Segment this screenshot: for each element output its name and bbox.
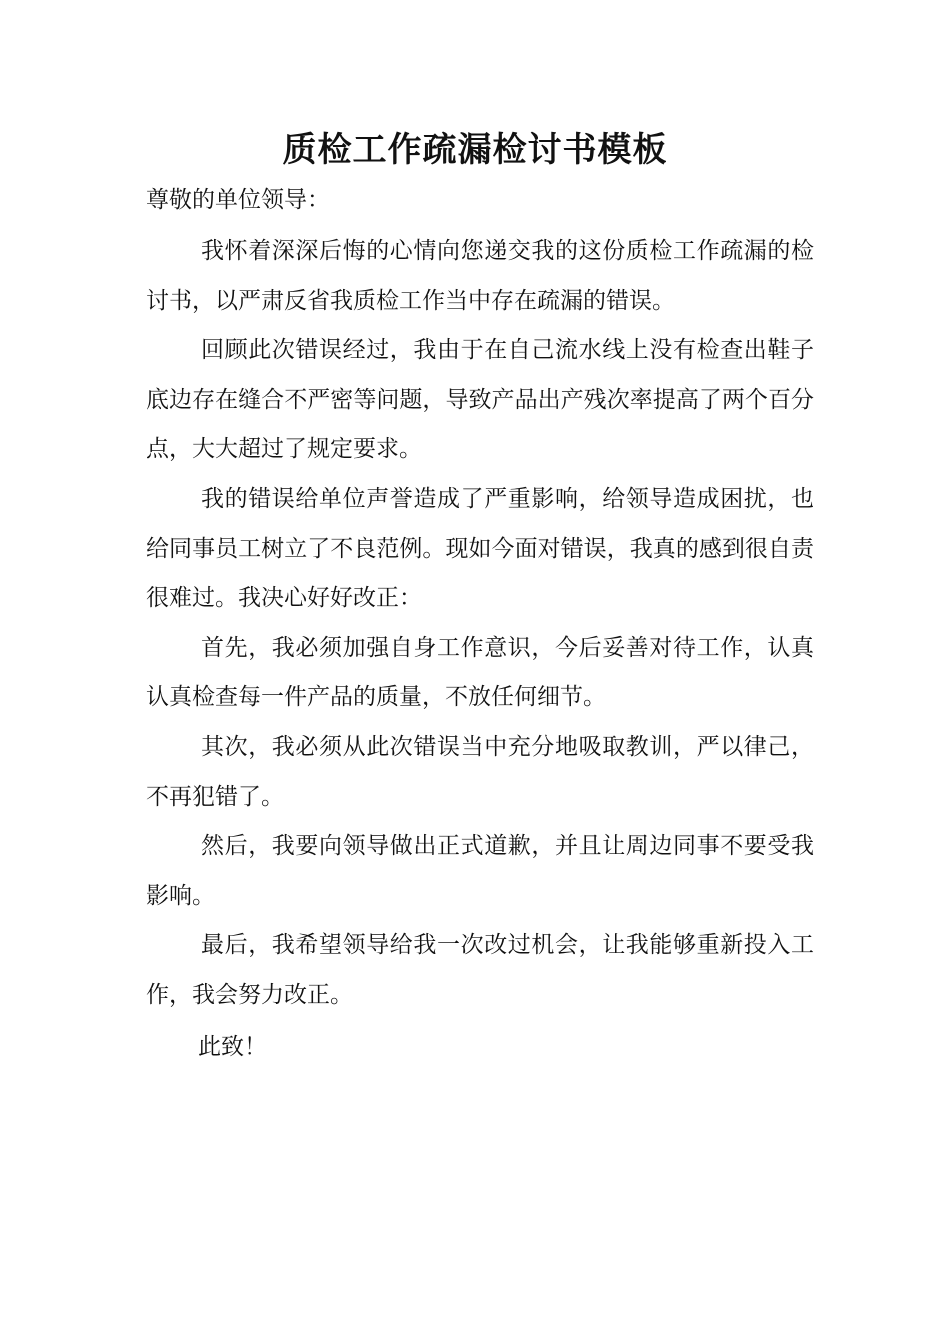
- paragraph-3: 我的错误给单位声誉造成了严重影响，给领导造成困扰，也给同事员工树立了不良范例。现如今面对错误，我真的感到很自责很难过。我决心好好改正：: [146, 485, 814, 612]
- document-body: [146, 227, 814, 1021]
- paragraph-6: 然后，我要向领导做出正式道歉，并且让周边同事不要受我影响。: [146, 833, 814, 909]
- document-title: 质检工作疏漏检讨书模板: [282, 130, 668, 170]
- paragraph-4: 首先，我必须加强自身工作意识，今后妥善对待工作，认真认真检查每一件产品的质量，不放任何细节。: [146, 634, 814, 711]
- paragraph-2: 回顾此次错误经过，我由于在自己流水线上没有检查出鞋子底边存在缝合不严密等问题，导致产品出产残次率提高了两个百分点，大大超过了规定要求。: [146, 337, 814, 463]
- paragraph-7: 最后，我希望领导给我一次改过机会，让我能够重新投入工作，我会努力改正。: [146, 932, 814, 1008]
- paragraph-1: 我怀着深深后悔的心情向您递交我的这份质检工作疏漏的检讨书，以严肃反省我质检工作当中存在疏漏的错误。: [146, 238, 814, 314]
- paragraph-5: 其次，我必须从此次错误当中充分地吸取教训，严以律己，不再犯错了。: [146, 733, 814, 810]
- closing: 此致！: [198, 1034, 267, 1060]
- salutation: 尊敬的单位领导：: [146, 187, 330, 213]
